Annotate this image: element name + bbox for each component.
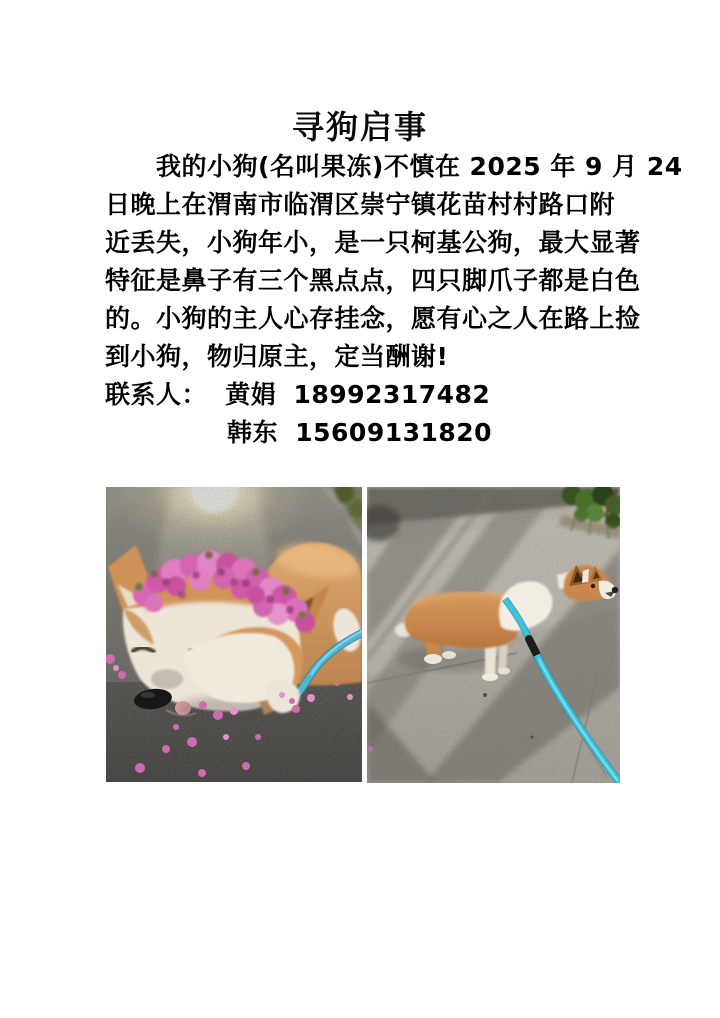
body-line: 特征是鼻子有三个黑点点，四只脚爪子都是白色	[105, 266, 641, 295]
body-line: 我的小狗(名叫果冻)不慎在 2025 年 9 月 24	[156, 152, 683, 181]
contact-phone: 18992317482	[293, 380, 491, 409]
contact-label: 联系人：	[105, 380, 208, 409]
body-line: 到小狗，物归原主，定当酬谢!	[105, 342, 449, 371]
contact-phone: 15609131820	[295, 418, 493, 447]
contact-name: 黄娟	[225, 380, 277, 409]
body-line: 的。小狗的主人心存挂念，愿有心之人在路上捡	[105, 304, 641, 333]
contact-row-2	[105, 414, 625, 452]
notice-body	[105, 148, 683, 452]
photo-strip	[106, 487, 620, 783]
notice-title: 寻狗启事	[291, 108, 428, 147]
contact-row-1	[105, 376, 625, 414]
photo-corgi-walking-leash	[367, 487, 620, 783]
body-line: 近丢失，小狗年小，是一只柯基公狗，最大显著	[105, 228, 641, 257]
body-line: 日晚上在渭南市临渭区崇宁镇花苗村村路口附	[105, 190, 616, 219]
photo-corgi-flower-crown	[106, 487, 362, 782]
contact-name: 韩东	[227, 418, 279, 447]
